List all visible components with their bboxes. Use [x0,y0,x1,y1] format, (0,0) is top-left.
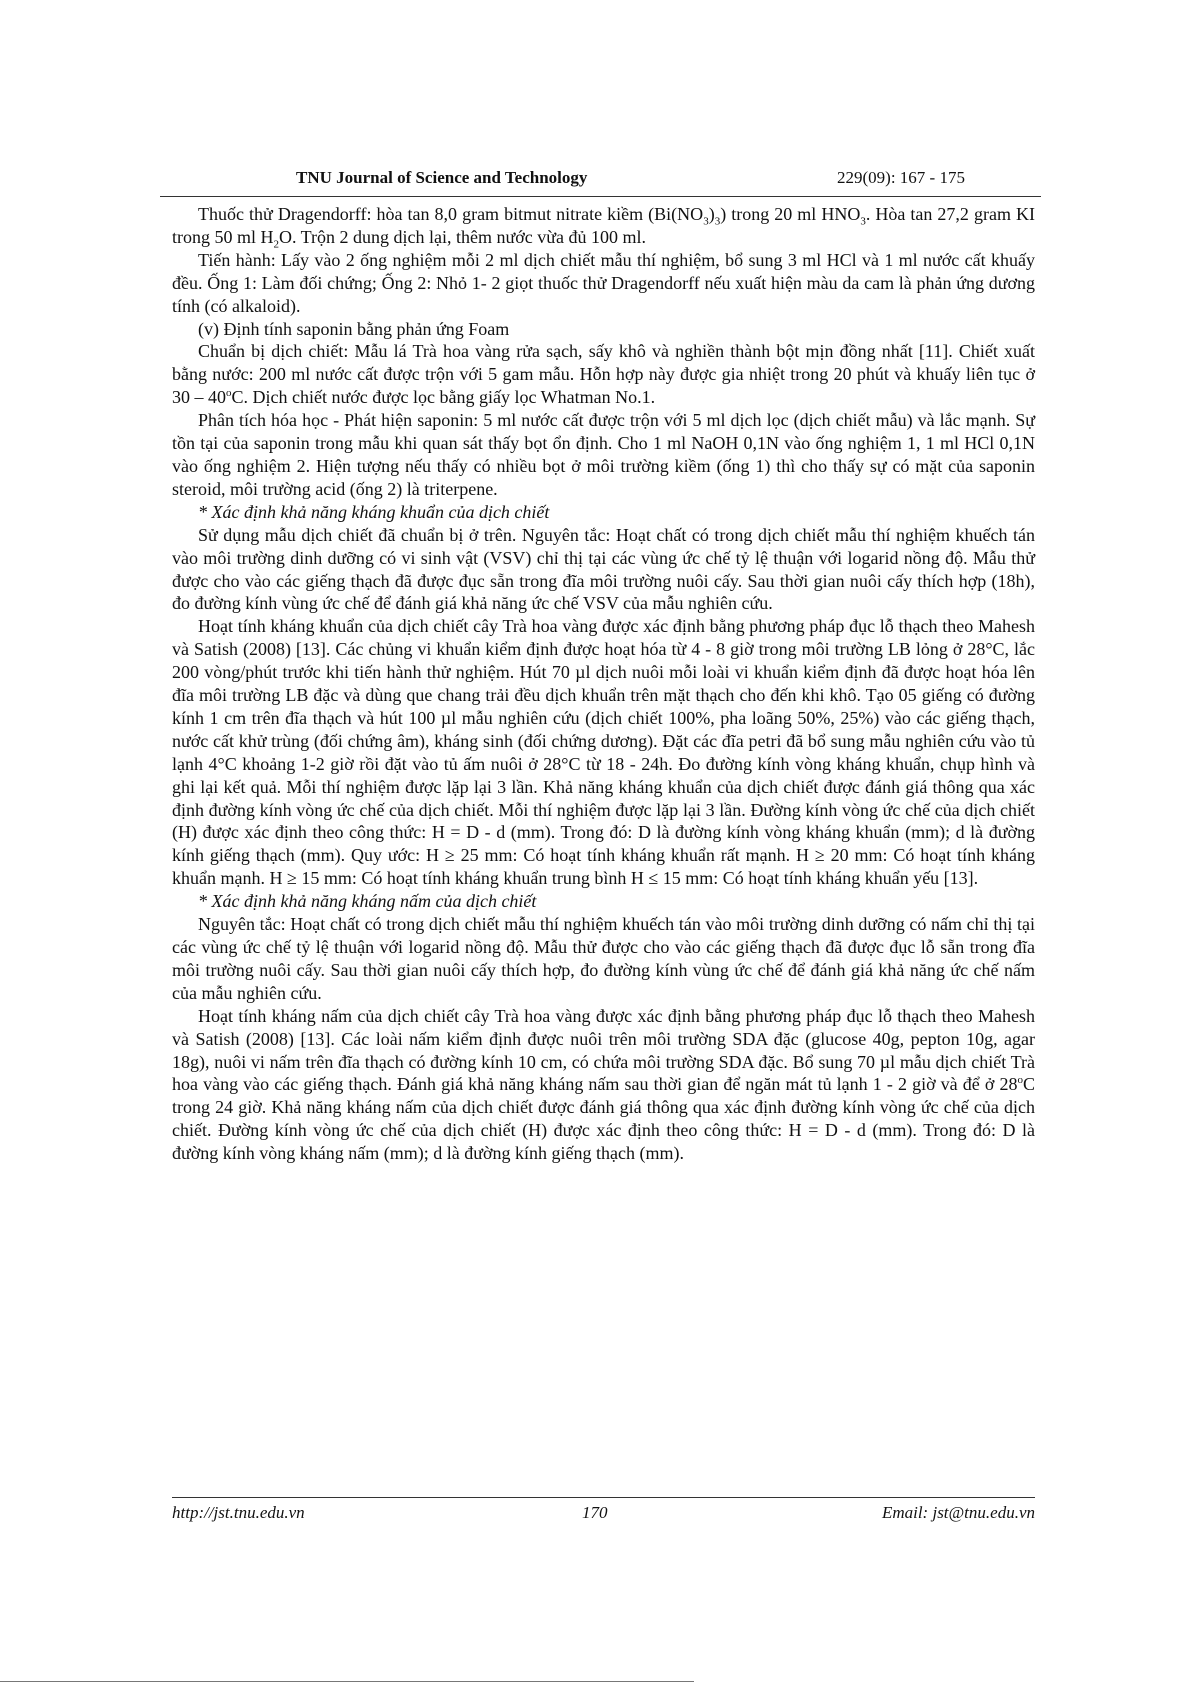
header-rule [160,196,1041,197]
section-heading-antibacterial: * Xác định khả năng kháng khuẩn của dịch chiết [198,501,550,522]
paragraph-antibacterial-method: Hoạt tính kháng khuẩn của dịch chiết cây Trà hoa vàng được xác định bằng phương pháp đục lỗ thạch theo Mahesh và Satish (2008) [13]. Các chủng vi khuẩn kiểm định được hoạt hóa từ 4 - 8 giờ trong môi trường LB lỏng ở 28°C, lắc 200 vòng/phút trước khi tiến hành thử nghiệm. Hút 70 µl dịch nuôi mỗi loài vi khuẩn kiểm định đã được hoạt hóa lên đĩa môi trường LB đặc và dùng que chang trải đều dịch khuẩn trên mặt thạch cho đến khi khô. Tạo 05 giếng có đường kính 1 cm trên đĩa thạch và hút 100 µl mẫu nghiên cứu (dịch chiết 100%, pha loãng 50%, 25%) vào các giếng thạch, nước cất khử trùng (đối chứng âm), kháng sinh (đối chứng dương). Đặt các đĩa petri đã bổ sung mẫu nghiên cứu vào tủ lạnh 4°C khoảng 1-2 giờ rồi đặt vào tủ ấm nuôi ở 28°C từ 18 - 24h. Đo đường kính vòng kháng khuẩn, chụp hình và ghi lại kết quả. Mỗi thí nghiệm được lặp lại 3 lần. Khả năng kháng khuẩn của dịch chiết được đánh giá thông qua xác định đường kính vòng ức chế của dịch chiết. Mỗi thí nghiệm được lặp lại 3 lần. Đường kính vòng ức chế của dịch chiết (H) được xác định theo công thức: H = D - d (mm). Trong đó: D là đường kính vòng kháng khuẩn (mm); d là đường kính giếng thạch (mm). Quy ước: H ≥ 25 mm: Có hoạt tính kháng khuẩn rất mạnh. H ≥ 20 mm: Có hoạt tính kháng khuẩn mạnh. H ≥ 15 mm: Có hoạt tính kháng khuẩn trung bình H ≤ 15 mm: Có hoạt tính kháng khuẩn yếu [13]. [172,616,1035,889]
journal-email-link[interactable]: Email: jst@tnu.edu.vn [881,1503,1035,1522]
section-heading-antifungal: * Xác định khả năng kháng nấm của dịch chiết [198,891,537,912]
volume-pages: 229(09): 167 - 175 [837,168,965,187]
paragraph-extract-preparation: Chuẩn bị dịch chiết: Mẫu lá Trà hoa vàng rửa sạch, sấy khô và nghiền thành bột mịn đồng nhất [11]. Chiết xuất bằng nước: 200 ml nước cất được trộn với 5 gam mẫu. Hỗn hợp này được gia nhiệt trong 20 phút và khuấy liên tục ở 30 – 40$^o$C. Dịch chiết nước được lọc bằng giấy lọc Whatman No.1. [172,341,1035,408]
paragraph-antifungal-method: Hoạt tính kháng nấm của dịch chiết cây Trà hoa vàng được xác định bằng phương pháp đục lỗ thạch theo Mahesh và Satish (2008) [13]. Các loài nấm kiểm định được nuôi trên môi trường SDA đặc (glucose 40g, pepton 10g, agar 18g), nuôi vi nấm trên đĩa thạch có đường kính 10 cm, có chứa môi trường SDA đặc. Bổ sung 70 µl mẫu dịch chiết Trà hoa vàng vào các giếng thạch. Đánh giá khả năng kháng nấm sau thời gian để ngăn mát tủ lạnh 1 - 2 giờ và để ở 28$^o$C trong 24 giờ. Khả năng kháng nấm của dịch chiết được đánh giá thông qua xác định đường kính vòng ức chế của dịch chiết. Đường kính vòng ức chế của dịch chiết (H) được xác định theo công thức: H = D - d (mm). Trong đó: D là đường kính vòng kháng nấm (mm); d là đường kính giếng thạch (mm). [172,1005,1035,1164]
paragraph-saponin-analysis: Phân tích hóa học - Phát hiện saponin: 5 ml nước cất được trộn với 5 ml dịch lọc (dịch chiết mẫu) và lắc mạnh. Sự tồn tại của saponin trong mẫu khi quan sát thấy bọt ổn định. Cho 1 ml NaOH 0,1N vào ống nghiệm 1, 1 ml HCl 0,1N vào ống nghiệm 2. Hiện tượng nếu thấy có nhiều bọt ở môi trường kiềm (ống 1) thì cho thấy sự có mặt của saponin steroid, môi trường acid (ống 2) là triterpene. [172,410,1035,499]
page-number: 170 [582,1503,608,1522]
paragraph-antifungal-principle: Nguyên tắc: Hoạt chất có trong dịch chiết mẫu thí nghiệm khuếch tán vào môi trường dinh dưỡng có nấm chỉ thị tại các vùng ức chế tỷ lệ thuận với logarid nồng độ. Mẫu thử được cho vào các giếng thạch đã được đục lỗ sẵn trong đĩa môi trường nuôi cấy. Sau thời gian nuôi cấy thích hợp, đo đường kính vùng ức chế để đánh giá khả năng ức chế nấm của mẫu nghiên cứu. [172,914,1035,1003]
running-header [160,168,1041,198]
paragraph-antibacterial-principle: Sử dụng mẫu dịch chiết đã chuẩn bị ở trên. Nguyên tắc: Hoạt chất có trong dịch chiết mẫu thí nghiệm khuếch tán vào môi trường dinh dưỡng có vi sinh vật (VSV) chỉ thị tại các vùng ức chế tỷ lệ thuận với logarid nồng độ. Mẫu thử được cho vào các giếng thạch đã được đục sẵn trong đĩa môi trường nuôi cấy. Sau thời gian nuôi cấy thích hợp (18h), đo đường kính vùng ức chế để đánh giá khả năng ức chế VSV của mẫu nghiên cứu. [172,524,1035,614]
journal-url-link[interactable]: http://jst.tnu.edu.vn [172,1503,305,1522]
article-body [172,203,1035,1165]
journal-title: TNU Journal of Science and Technology [296,168,588,187]
paragraph-dragendorff-reagent: Thuốc thử Dragendorff: hòa tan 8,0 gram bitmut nitrate kiềm $(Bi(NO_3)_3)$ trong 20 ml $HNO_3$. Hòa tan 27,2 gram KI trong 50 ml $H_2O$. Trộn 2 dung dịch lại, thêm nước vừa đủ 100 ml. [172,204,1035,251]
bottom-edge-rule [0,1681,694,1682]
paragraph-procedure: Tiến hành: Lấy vào 2 ống nghiệm mỗi 2 ml dịch chiết mẫu thí nghiệm, bổ sung 3 ml HCl và 1 ml nước cất khuấy đều. Ống 1: Làm đối chứng; Ống 2: Nhỏ 1- 2 giọt thuốc thử Dragendorff nếu xuất hiện màu da cam là phản ứng dương tính (có alkaloid). [172,249,1035,316]
paragraph-saponin-heading: (v) Định tính saponin bằng phản ứng Foam [198,318,510,339]
footer-rule [172,1497,1035,1498]
